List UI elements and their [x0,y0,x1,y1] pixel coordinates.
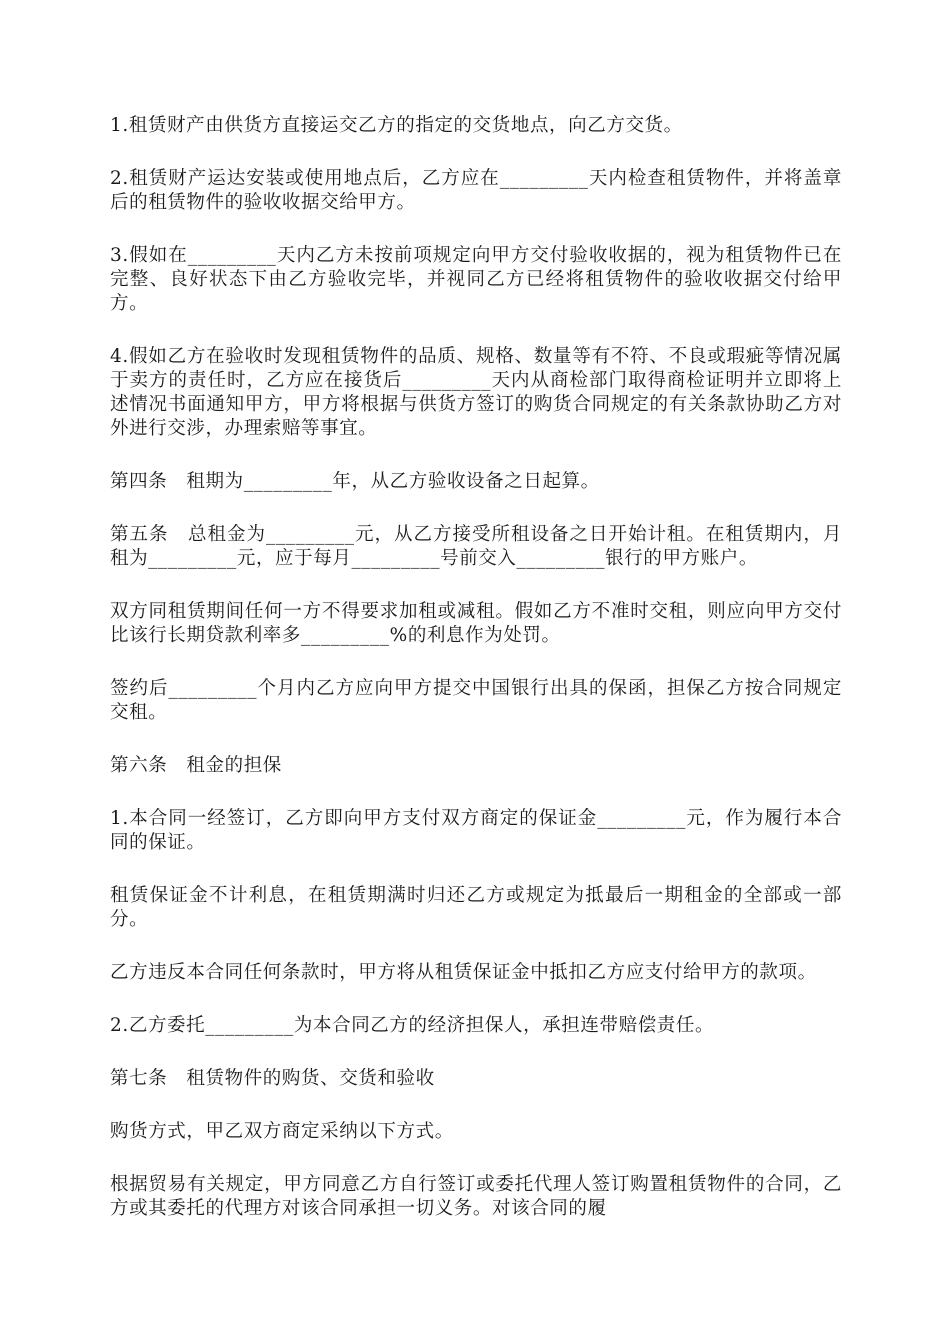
paragraph-bank-guarantee: 签约后_________个月内乙方应向甲方提交中国银行出具的保函，担保乙方按合同规定交租。 [110,678,842,723]
paragraph-article-5: 第五条 总租金为_________元，从乙方接受所租设备之日开始计租。在租赁期内，月租为_________元，应于每月_________号前交入_________银行的甲方账户。 [110,524,842,569]
paragraph-article-4: 第四条 租期为_________年，从乙方验收设备之日起算。 [110,471,600,492]
paragraph-guarantor: 2.乙方委托_________为本合同乙方的经济担保人，承担连带赔偿责任。 [110,1015,715,1036]
paragraph-delivery: 1.租赁财产由供货方直接运交乙方的指定的交货地点，向乙方交货。 [110,115,683,136]
paragraph-trade-regulations: 根据贸易有关规定，甲方同意乙方自行签订或委托代理人签订购置租赁物件的合同，乙方或其委托的代理方对该合同承担一切义务。对该合同的履 [110,1174,842,1219]
paragraph-deposit-deduction: 乙方违反本合同任何条款时，甲方将从租赁保证金中抵扣乙方应支付给甲方的款项。 [110,962,817,983]
document-body [110,114,842,1250]
paragraph-purchase-method: 购货方式，甲乙双方商定采纳以下方式。 [110,1121,454,1142]
paragraph-deemed-acceptance: 3.假如在_________天内乙方未按前项规定向甲方交付验收收据的，视为租赁物件已在完整、良好状态下由乙方验收完毕，并视同乙方已经将租赁物件的验收收据交付给甲方。 [110,245,842,314]
paragraph-article-6-heading: 第六条 租金的担保 [110,755,282,776]
paragraph-inspection: 2.租赁财产运达安装或使用地点后，乙方应在_________天内检查租赁物件，并将盖章后的租赁物件的验收收据交给甲方。 [110,168,842,213]
paragraph-security-deposit: 1.本合同一经签订，乙方即向甲方支付双方商定的保证金_________元，作为履行本合同的保证。 [110,808,842,853]
paragraph-deposit-interest: 租赁保证金不计利息，在租赁期满时归还乙方或规定为抵最后一期租金的全部或一部分。 [110,885,842,930]
paragraph-rent-penalty: 双方同租赁期间任何一方不得要求加租或减租。假如乙方不准时交租，则应向甲方交付比该行长期贷款利率多_________%的利息作为处罚。 [110,601,842,646]
paragraph-article-7-heading: 第七条 租赁物件的购货、交货和验收 [110,1068,435,1089]
paragraph-quality-claims: 4.假如乙方在验收时发现租赁物件的品质、规格、数量等有不符、不良或瑕疵等情况属于卖方的责任时，乙方应在接货后_________天内从商检部门取得商检证明并立即将上述情况书面通知甲方，甲方将根据与供货方签订的购货合同规定的有关条款协助乙方对外进行交涉，办理索赔等事宜。 [110,346,842,439]
